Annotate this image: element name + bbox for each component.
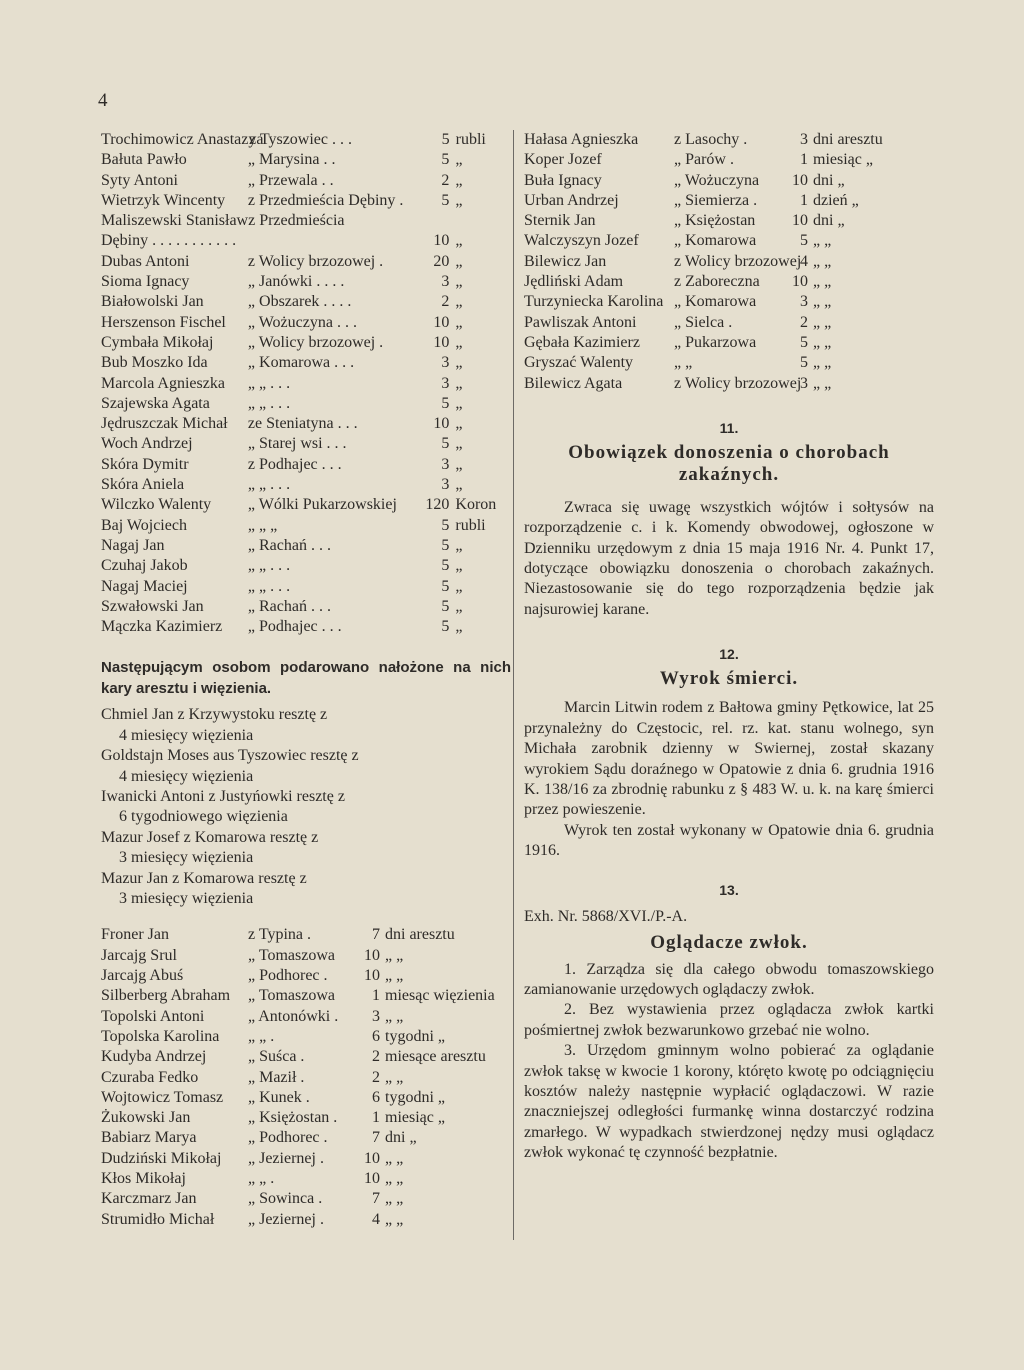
penalty-amount: 4 [372, 1210, 380, 1228]
penalty-unit: miesące aresztu [385, 1048, 486, 1066]
penalty-unit: dni „ [813, 171, 845, 189]
penalty-amount: 1 [800, 191, 808, 209]
penalty-amount: 5 [441, 597, 450, 615]
penalty-amount: 2 [800, 313, 808, 331]
remission-list [101, 705, 511, 909]
penalty-unit: „ [455, 273, 463, 291]
table-row [524, 150, 934, 170]
penalty-unit: „ „ [813, 313, 832, 331]
penalty-unit: „ „ [385, 1007, 404, 1025]
table-row [524, 191, 934, 211]
place-name: „ „ . . . [247, 394, 291, 412]
place-name: z Podhajec . . . [247, 455, 342, 473]
penalty-unit: dzień „ [813, 191, 859, 209]
person-name: Buła Ignacy [524, 171, 602, 189]
table-row [101, 946, 511, 966]
page-number: 4 [98, 90, 108, 111]
penalty-unit: „ [455, 252, 463, 270]
table-row [101, 475, 511, 495]
section-12-number: 12. [719, 646, 739, 663]
penalty-unit: miesiąc „ [385, 1109, 445, 1127]
penalty-unit: „ [455, 455, 463, 473]
place-name: „ Suśca . [248, 1048, 305, 1066]
person-name: Dudziński Mikołaj [101, 1149, 222, 1167]
penalty-unit: „ „ [813, 333, 832, 351]
person-name: Urban Andrzej [524, 191, 619, 209]
penalty-unit: Koron [455, 496, 497, 514]
place-name: „ Jeziernej . [248, 1210, 324, 1228]
penalty-amount: 3 [800, 131, 808, 148]
penalty-unit: „ [455, 151, 463, 169]
section-12-text-1: Marcin Litwin rodem z Bałtowa gminy Pętkowice, lat 25 przynależny do Częstocic, rel. rz. kat. stanu wolnego, syn Michała zarobnik dzienny w Swiernej, został skazany wyrokiem Sądu doraźnego w Opatowie z dnia 6. grudnia 1916 K. 138/16 za zbrodnię rabunku z § 483 W. u. k. na karę śmierci przez powieszenie. [524, 699, 934, 819]
penalty-amount: 5 [800, 232, 808, 250]
penalty-table-bottom [101, 925, 511, 1229]
place-name: „ Starej wsi . . . [247, 435, 347, 453]
place-name: „ Wożuczyna [674, 171, 760, 189]
person-name: Wietrzyk Wincenty [101, 191, 226, 209]
column-divider [513, 130, 514, 1240]
table-row [101, 577, 511, 597]
table-row [101, 986, 511, 1006]
person-name: Żukowski Jan [101, 1109, 191, 1127]
table-row [101, 313, 511, 333]
penalty-amount: 10 [433, 415, 450, 433]
table-row [101, 1149, 511, 1169]
penalty-amount: 4 [800, 252, 808, 270]
place-name: „ Rachań . . . [247, 597, 331, 615]
place-name: z Lasochy . [674, 131, 748, 148]
penalty-unit: „ [455, 476, 463, 494]
place-name: „ Przewala . . [247, 171, 334, 189]
person-name: Nagaj Maciej [101, 577, 188, 595]
person-name: Kudyba Andrzej [101, 1048, 207, 1066]
place-name: z Zaboreczna [674, 273, 760, 291]
place-name: „ Komarowa [674, 232, 757, 250]
penalty-unit: „ [455, 435, 463, 453]
place-name: „ Rachań . . . [247, 536, 331, 554]
place-name: „ Sielca . [674, 313, 733, 331]
penalty-amount: 2 [372, 1048, 380, 1066]
penalty-unit: „ „ [813, 374, 832, 392]
table-row [101, 455, 511, 475]
table-row [524, 353, 934, 373]
table-row [101, 925, 511, 945]
table-row [524, 211, 934, 231]
penalty-amount: 3 [441, 354, 450, 372]
penalty-unit: „ „ [385, 946, 404, 964]
right-column [524, 130, 934, 1164]
table-row [101, 353, 511, 373]
person-name: Jędliński Adam [524, 273, 624, 291]
person-name: Nagaj Jan [101, 536, 165, 554]
penalty-amount: 5 [800, 354, 808, 372]
person-name: Szwałowski Jan [101, 597, 204, 615]
table-row [524, 313, 934, 333]
penalty-unit: „ [455, 293, 463, 311]
table-row [101, 231, 511, 251]
place-name: „ Podhajec . . . [247, 618, 342, 636]
person-name: Wojtowicz Tomasz [101, 1088, 224, 1106]
person-name: Gryszać Walenty [524, 354, 634, 372]
table-row [101, 130, 511, 150]
table-row [101, 394, 511, 414]
table-row [101, 1169, 511, 1189]
penalty-amount: 10 [792, 273, 808, 291]
table-row [101, 211, 511, 231]
penalty-amount: 7 [372, 1129, 380, 1147]
person-name: Gębała Kazimierz [524, 333, 640, 351]
section-13-reference: Exh. Nr. 5868/XVI./P.-A. [524, 907, 688, 925]
penalty-amount: 10 [364, 1170, 380, 1188]
table-row [524, 231, 934, 251]
penalty-amount: 10 [792, 171, 808, 189]
section-13-paragraph-3: 3. Urzędom gminnym wolno pobierać za oglądanie zwłok taksę w kwocie 1 korony, któręto kwotę po odciągnięciu kosztów należy następnie wypłacić oglądaczowi. W razie znaczniejszej odległości furmankę winna dostarczyć rodzina zmarłego. W wypadkach stwierdzonej nędzy musi oglądacz zwłok wykonać tę czynność bezpłatnie. [524, 1042, 934, 1162]
section-11-number: 11. [719, 419, 739, 436]
table-row [101, 414, 511, 434]
person-name: Bałuta Pawło [101, 151, 187, 169]
section-12-text-2: Wyrok ten został wykonany w Opatowie dnia 6. grudnia 1916. [524, 821, 934, 860]
penalty-unit: „ [455, 191, 463, 209]
person-name: Dubas Antoni [101, 252, 190, 270]
place-name: „ Jeziernej . [248, 1149, 324, 1167]
person-name: Koper Jozef [524, 151, 602, 169]
table-row [101, 1128, 511, 1148]
place-name: „ Siemierza . [674, 191, 758, 209]
place-name: „ Wolicy brzozowej . [247, 333, 384, 351]
place-name: „ Podhorec . [248, 1129, 328, 1147]
person-name: Strumidło Michał [101, 1210, 215, 1228]
penalty-amount: 2 [372, 1068, 380, 1086]
penalty-unit: „ [455, 171, 463, 189]
person-name: Silberberg Abraham [101, 987, 231, 1005]
remission-term: 3 miesięcy więzienia [119, 890, 254, 908]
penalty-amount: 3 [441, 476, 450, 494]
table-row [101, 333, 511, 353]
penalty-unit: dni aresztu [813, 131, 883, 148]
penalty-unit: „ „ [813, 293, 832, 311]
place-name: „ Obszarek . . . . [247, 293, 352, 311]
place-name: „ Parów . [674, 151, 734, 169]
penalty-unit: „ „ [385, 1210, 404, 1228]
place-name: „ Janówki . . . . [247, 273, 345, 291]
table-row [101, 252, 511, 272]
table-row [101, 1027, 511, 1047]
table-row [101, 1047, 511, 1067]
person-name: Topolski Antoni [101, 1007, 205, 1025]
penalty-unit: „ [455, 313, 463, 331]
penalty-unit: „ „ [813, 232, 832, 250]
person-name: Kłos Mikołaj [101, 1170, 186, 1188]
place-name: ze Steniatyna . . . [247, 415, 358, 433]
penalty-unit: „ [455, 557, 463, 575]
person-name: Dębiny . . . . . . . . . . . [101, 232, 237, 250]
penalty-table-right [524, 130, 934, 394]
penalty-unit: tygodni „ [385, 1027, 445, 1045]
person-name: Sioma Ignacy [101, 273, 190, 291]
penalty-unit: miesiąc „ [813, 151, 873, 169]
place-name: „ Księżostan [674, 212, 756, 230]
penalty-amount: 3 [441, 374, 450, 392]
remission-entry: Chmiel Jan z Krzywystoku resztę z [101, 706, 328, 724]
penalty-amount: 5 [441, 435, 450, 453]
person-name: Pawliszak Antoni [524, 313, 637, 331]
place-name: „ Księżostan . [248, 1109, 338, 1127]
person-name: Bilewicz Jan [524, 252, 607, 270]
table-row [101, 1189, 511, 1209]
penalty-unit: „ [455, 232, 463, 250]
place-name: z Wolicy brzozowej [674, 374, 802, 392]
place-name: „ Podhorec . [248, 967, 328, 985]
penalty-amount: 3 [800, 293, 808, 311]
person-name: Babiarz Marya [101, 1129, 197, 1147]
place-name: „ Tomaszowa [248, 987, 335, 1005]
table-row [101, 292, 511, 312]
table-row [101, 434, 511, 454]
penalty-unit: rubli [455, 131, 486, 148]
person-name: Walczyszyn Jozef [524, 232, 639, 250]
table-row [101, 617, 511, 637]
penalty-amount: 5 [441, 618, 450, 636]
table-row [101, 1007, 511, 1027]
person-name: Szajewska Agata [101, 394, 210, 412]
table-row [524, 130, 934, 150]
section-12-title: Wyrok śmierci. [659, 668, 799, 690]
person-name: Bub Moszko Ida [101, 354, 208, 372]
person-name: Hałasa Agnieszka [524, 131, 639, 148]
place-name: „ „ . . . [247, 374, 291, 392]
person-name: Czuhaj Jakob [101, 557, 188, 575]
penalty-amount: 10 [792, 212, 808, 230]
penalty-amount: 10 [364, 1149, 380, 1167]
penalty-amount: 1 [372, 1109, 380, 1127]
penalty-unit: „ „ [385, 1170, 404, 1188]
table-row [101, 272, 511, 292]
section-13-paragraph-1: 1. Zarządza się dla całego obwodu tomaszowskiego zamianowanie urzędowych oglądaczy zwłok. [524, 960, 934, 998]
place-name: „ Sowinca . [248, 1190, 323, 1208]
person-name: Baj Wojciech [101, 516, 187, 534]
remission-term: 6 tygodniowego więzienia [119, 808, 288, 826]
person-name: Białowolski Jan [101, 293, 204, 311]
penalty-table-top [101, 130, 511, 637]
place-name: „ „ „ [247, 516, 278, 534]
table-row [101, 536, 511, 556]
penalty-amount: 10 [433, 313, 450, 331]
remission-heading: Następującym osobom podarowano nałożone na nich kary aresztu i więzienia. [101, 659, 511, 698]
remission-entry: Mazur Josef z Komarowa resztę z [101, 828, 319, 846]
penalty-unit: „ [455, 536, 463, 554]
person-name: Topolska Karolina [101, 1027, 220, 1045]
penalty-amount: 10 [364, 967, 380, 985]
penalty-amount: 5 [441, 577, 450, 595]
place-name: z Typina . [248, 926, 312, 944]
penalty-amount: 6 [372, 1088, 380, 1106]
penalty-amount: 3 [800, 374, 808, 392]
penalty-unit: miesąc więzienia [385, 987, 495, 1005]
penalty-unit: dni „ [813, 212, 845, 230]
remission-term: 4 miesięcy więzienia [119, 767, 254, 785]
penalty-unit: „ [455, 374, 463, 392]
penalty-unit: „ „ [385, 1149, 404, 1167]
place-name: z Wolicy brzozowej . [247, 252, 384, 270]
remission-term: 3 miesięcy więzienia [119, 849, 254, 867]
penalty-amount: 1 [372, 987, 380, 1005]
table-row [101, 495, 511, 515]
penalty-amount: 5 [441, 536, 450, 554]
place-name: „ Wożuczyna . . . [247, 313, 357, 331]
penalty-amount: 6 [372, 1027, 380, 1045]
remission-term: 4 miesięcy więzienia [119, 726, 254, 744]
person-name: Sternik Jan [524, 212, 596, 230]
table-row [524, 272, 934, 292]
remission-entry: Mazur Jan z Komarowa resztę z [101, 869, 307, 887]
penalty-amount: 5 [441, 516, 450, 534]
person-name: Froner Jan [101, 926, 169, 944]
section-11-text: Zwraca się uwagę wszystkich wójtów i sołtysów na rozporządzenie c. i k. Komendy obwodowej, ogłoszone w Dzienniku urzędowym z dnia 15 maja 1916 Nr. 4. Punkt 17, dotyczące obowiązku donoszenia o chorobach zakaźnych. Niezastosowanie się do tego rozporządzenia będzie jak najsurowiej karane. [524, 498, 934, 618]
penalty-unit: „ „ [385, 1190, 404, 1208]
table-row [101, 597, 511, 617]
table-row [524, 374, 934, 394]
place-name: „ Komarowa [674, 293, 757, 311]
penalty-unit: dni aresztu [385, 926, 455, 944]
section-11-title: Obowiązek donoszenia o chorobach zakaźnych. [568, 441, 890, 485]
table-row [101, 150, 511, 170]
table-row [101, 966, 511, 986]
table-row [101, 1088, 511, 1108]
table-row [101, 1068, 511, 1088]
penalty-unit: „ [455, 597, 463, 615]
person-name: Marcola Agnieszka [101, 374, 225, 392]
person-name: Skóra Aniela [101, 476, 185, 494]
person-name: Turzyniecka Karolina [524, 293, 664, 311]
place-name: z Przedmieścia Dębiny . [247, 191, 404, 209]
person-name: Jarcajg Abuś [101, 967, 184, 985]
penalty-unit: „ [455, 618, 463, 636]
section-13-number: 13. [719, 881, 739, 898]
place-name: „ „ . . . [247, 557, 291, 575]
table-row [101, 374, 511, 394]
place-name: „ Antonówki . [248, 1007, 339, 1025]
left-column [101, 130, 511, 1230]
penalty-amount: 1 [800, 151, 808, 169]
penalty-unit: „ „ [813, 252, 832, 270]
penalty-amount: 20 [433, 252, 450, 270]
penalty-unit: „ [455, 394, 463, 412]
penalty-amount: 5 [800, 333, 808, 351]
person-name: Trochimowicz Anastazya [101, 131, 264, 148]
person-name: Syty Antoni [101, 171, 178, 189]
place-name: „ „ . . . [247, 577, 291, 595]
penalty-unit: rubli [455, 516, 486, 534]
penalty-unit: „ [455, 415, 463, 433]
table-row [101, 191, 511, 211]
penalty-unit: „ „ [813, 273, 832, 291]
table-row [524, 333, 934, 353]
person-name: Jarcajg Srul [101, 946, 177, 964]
table-row [524, 171, 934, 191]
penalty-amount: 5 [441, 557, 450, 575]
penalty-unit: dni „ [385, 1129, 417, 1147]
penalty-amount: 10 [433, 333, 450, 351]
table-row [101, 1108, 511, 1128]
remission-entry: Iwanicki Antoni z Justyńowki resztę z [101, 788, 345, 806]
person-name: Jędruszczak Michał [101, 415, 228, 433]
penalty-amount: 10 [364, 946, 380, 964]
penalty-amount: 3 [372, 1007, 380, 1025]
penalty-amount: 10 [433, 232, 450, 250]
penalty-unit: tygodni „ [385, 1088, 445, 1106]
penalty-amount: 3 [441, 273, 450, 291]
place-name: „ „ [674, 354, 693, 372]
penalty-amount: 120 [425, 496, 450, 514]
table-row [101, 171, 511, 191]
place-name: „ Kunek . [248, 1088, 310, 1106]
penalty-amount: 3 [441, 455, 450, 473]
penalty-amount: 5 [441, 151, 450, 169]
penalty-unit: „ „ [385, 967, 404, 985]
person-name: Herszenson Fischel [101, 313, 226, 331]
place-name: „ Wólki Pukarzowskiej [247, 496, 397, 514]
remission-entry: Goldstajn Moses aus Tyszowiec resztę z [101, 747, 359, 765]
person-name: Karczmarz Jan [101, 1190, 197, 1208]
place-name: „ „ . [248, 1170, 275, 1188]
table-row [524, 252, 934, 272]
section-13-paragraph-2: 2. Bez wystawienia przez oglądacza zwłok kartki pośmiertnej zwłok bezwarunkowo grzebać nie wolno. [524, 1001, 934, 1039]
place-name: „ Maził . [248, 1068, 305, 1086]
place-name: „ „ . [248, 1027, 275, 1045]
penalty-amount: 2 [441, 293, 450, 311]
section-13-title: Oglądacze zwłok. [650, 931, 808, 953]
place-name: „ Pukarzowa [674, 333, 757, 351]
person-name: Mączka Kazimierz [101, 618, 223, 636]
penalty-unit: „ „ [385, 1068, 404, 1086]
penalty-unit: „ „ [813, 354, 832, 372]
place-name: z Tyszowiec . . . [249, 131, 352, 148]
person-name: Cymbała Mikołaj [101, 333, 214, 351]
table-row [101, 1210, 511, 1230]
person-name: Woch Andrzej [101, 435, 193, 453]
person-name: Wilczko Walenty [101, 496, 212, 514]
place-name: z Przedmieścia [248, 212, 345, 230]
person-name: Bilewicz Agata [524, 374, 623, 392]
penalty-amount: 5 [441, 191, 450, 209]
person-name: Czuraba Fedko [101, 1068, 199, 1086]
place-name: „ Komarowa . . . [247, 354, 355, 372]
penalty-amount: 7 [372, 1190, 380, 1208]
penalty-unit: „ [455, 577, 463, 595]
penalty-amount: 5 [441, 131, 450, 148]
place-name: „ „ . . . [247, 476, 291, 494]
place-name: „ Tomaszowa [248, 946, 335, 964]
penalty-unit: „ [455, 333, 463, 351]
person-name: Skóra Dymitr [101, 455, 189, 473]
table-row [101, 556, 511, 576]
place-name: „ Marysina . . [247, 151, 336, 169]
penalty-unit: „ [455, 354, 463, 372]
person-name: Maliszewski Stanisław [101, 212, 249, 230]
penalty-amount: 2 [441, 171, 450, 189]
table-row [101, 516, 511, 536]
table-row [524, 292, 934, 312]
penalty-amount: 5 [441, 394, 450, 412]
place-name: z Wolicy brzozowej [674, 252, 802, 270]
penalty-amount: 7 [372, 926, 380, 944]
